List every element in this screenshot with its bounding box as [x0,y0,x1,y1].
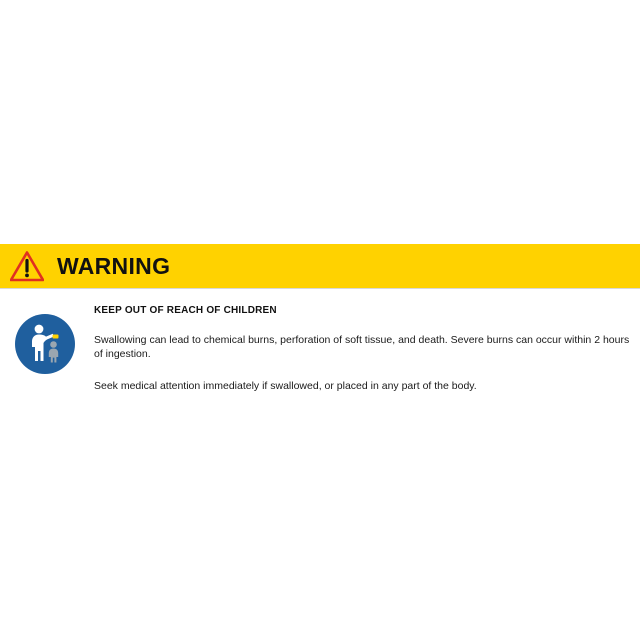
keep-out-of-reach-of-children-icon [14,313,76,375]
warning-text-column [94,303,632,394]
warning-label [0,244,640,408]
warning-heading: KEEP OUT OF REACH OF CHILDREN [94,305,277,316]
warning-body [0,289,640,408]
warning-banner [0,244,640,288]
warning-triangle-icon [10,251,44,282]
warning-banner-text: WARNING [57,252,171,279]
warning-paragraph-1: Swallowing can lead to chemical burns, perforation of soft tissue, and death. Severe burns can occur within 2 hours of ingestion. [94,334,630,361]
warning-paragraph-2: Seek medical attention immediately if swallowed, or placed in any part of the body. [94,380,477,393]
